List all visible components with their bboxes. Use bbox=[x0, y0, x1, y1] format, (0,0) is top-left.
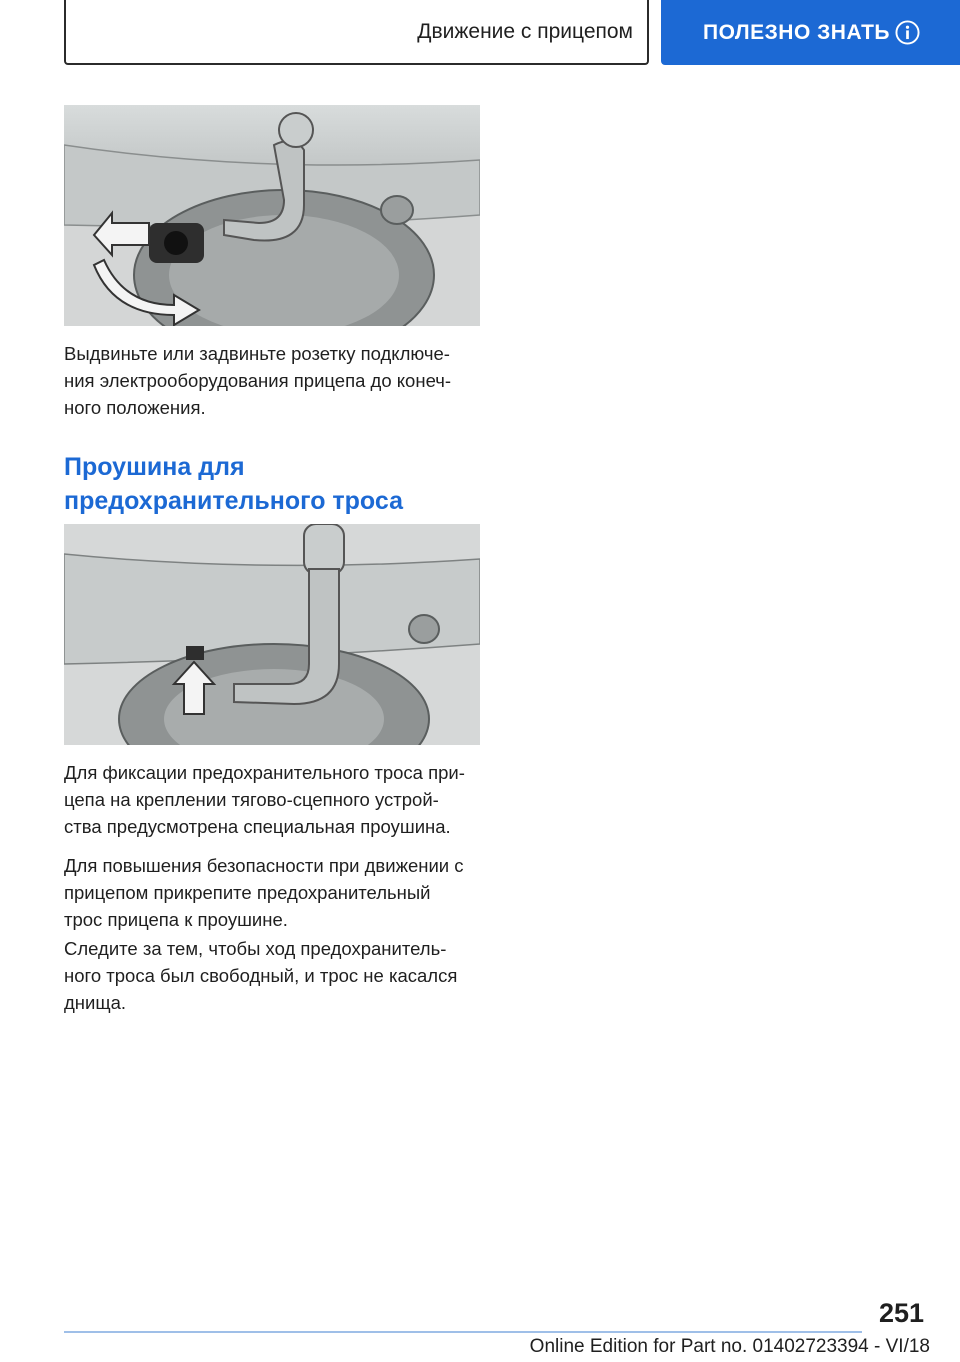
paragraph-safety bbox=[64, 852, 494, 933]
text-line: ного троса был свободный, и трос не касался bbox=[64, 965, 458, 986]
text-line: Выдвиньте или задвиньте розетку подключе- bbox=[64, 343, 450, 364]
safety-eyelet-illustration bbox=[64, 524, 480, 745]
text-line: ства предусмотрена специальная проушина. bbox=[64, 816, 451, 837]
text-line: прицепом прикрепите предохранительный bbox=[64, 882, 431, 903]
footer-edition: Online Edition for Part no. 01402723394 - VI/18 bbox=[529, 1336, 930, 1357]
section-title: Движение с прицепом bbox=[417, 19, 633, 43]
heading-line: Проушина для bbox=[64, 453, 245, 481]
heading-line: предохранительного троса bbox=[64, 487, 403, 515]
tab-title: ПОЛЕЗНО ЗНАТЬ bbox=[703, 20, 890, 44]
header-tab[interactable] bbox=[661, 0, 960, 65]
paragraph-eyelet bbox=[64, 759, 494, 840]
text-line: Следите за тем, чтобы ход предохранитель- bbox=[64, 938, 447, 959]
page-number: 251 bbox=[878, 1298, 924, 1328]
text-line: Для повышения безопасности при движении с bbox=[64, 855, 464, 876]
figure-trailer-socket bbox=[64, 105, 480, 326]
trailer-socket-illustration bbox=[64, 105, 480, 326]
text-line: днища. bbox=[64, 992, 126, 1013]
paragraph-rope bbox=[64, 935, 494, 1016]
paragraph-socket bbox=[64, 340, 494, 421]
text-line: ния электрооборудования прицепа до конеч- bbox=[64, 370, 452, 391]
header-section-box bbox=[64, 0, 649, 65]
text-line: трос прицепа к проушине. bbox=[64, 909, 288, 930]
text-line: ного положения. bbox=[64, 397, 206, 418]
text-line: цепа на креплении тягово-сцепного устрой- bbox=[64, 789, 439, 810]
text-line: Для фиксации предохранительного троса при- bbox=[64, 762, 465, 783]
info-circle-icon bbox=[895, 20, 920, 45]
figure-safety-eyelet bbox=[64, 524, 480, 745]
section-heading bbox=[64, 450, 494, 518]
footer-divider bbox=[64, 1331, 862, 1333]
